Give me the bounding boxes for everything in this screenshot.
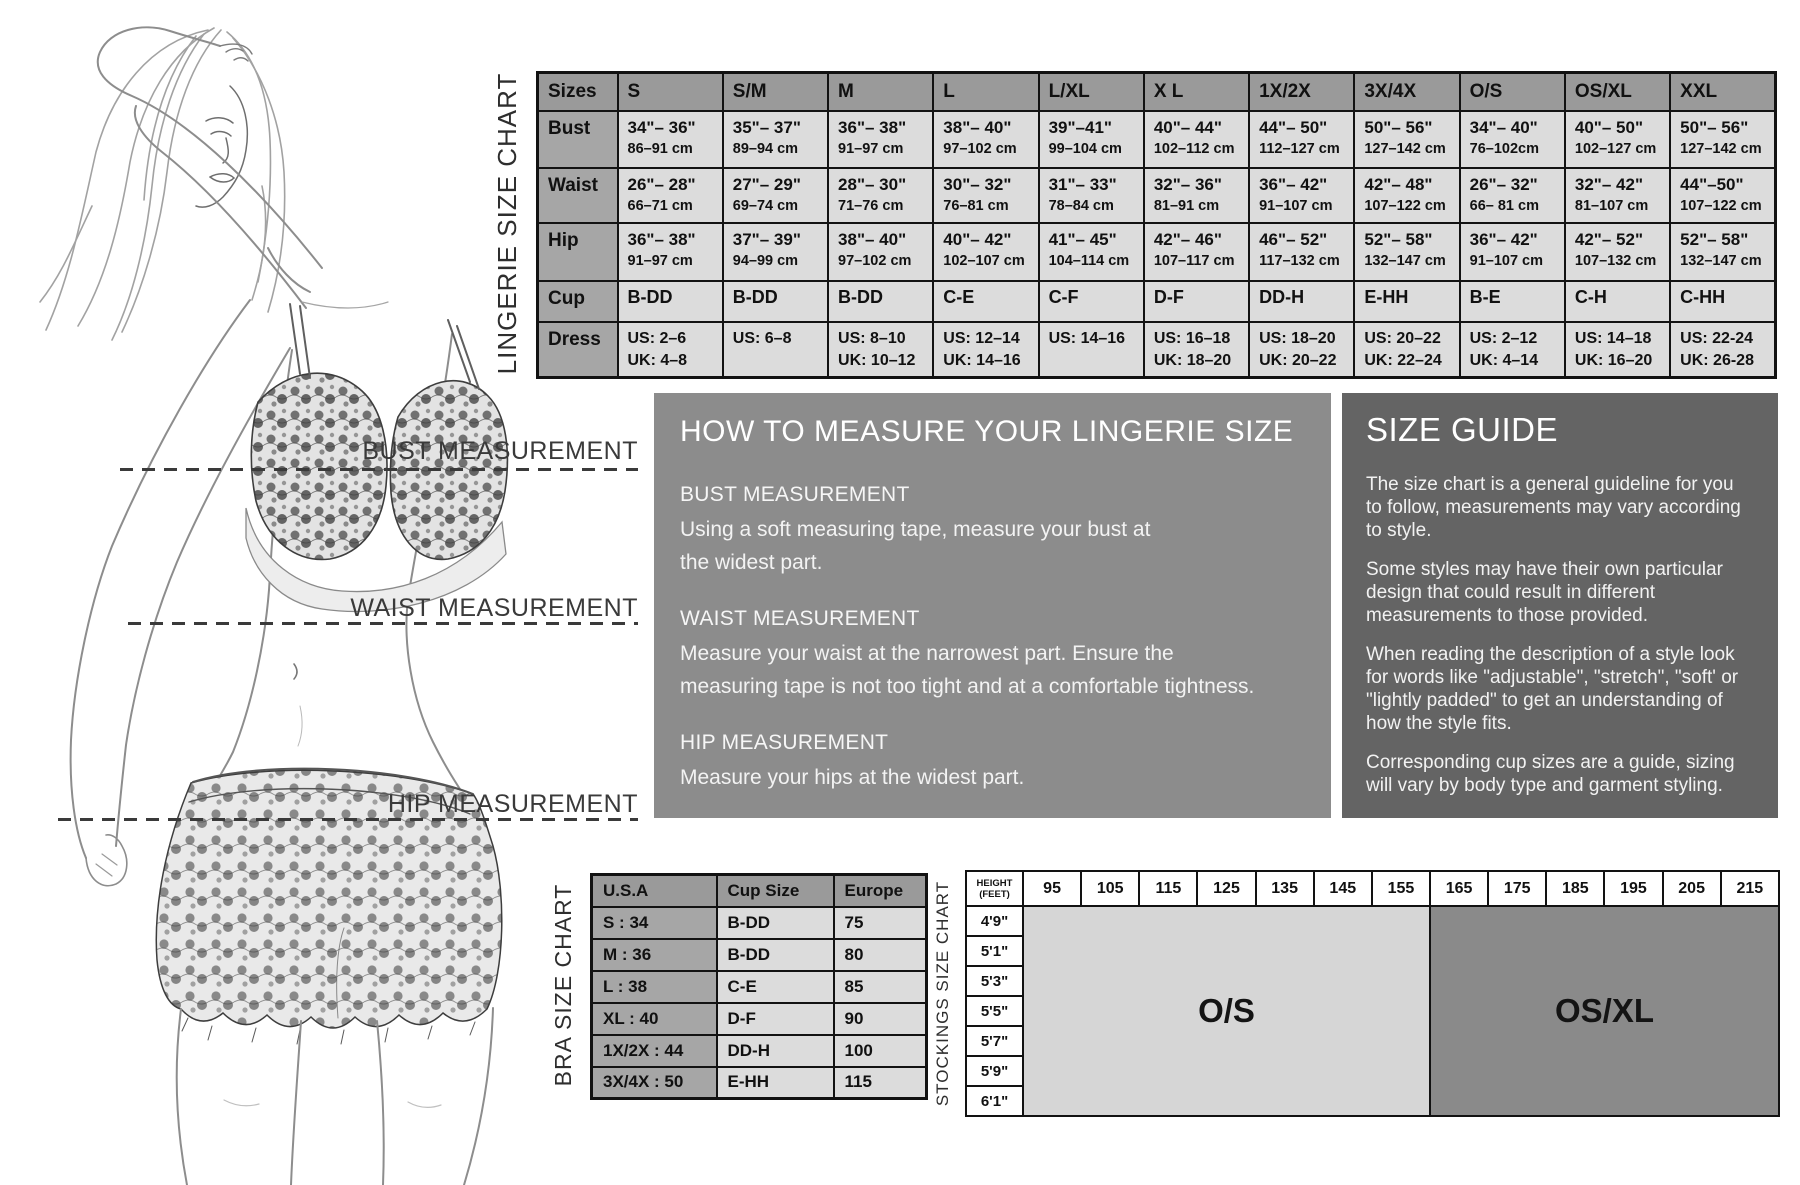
dress-cell: US: 16–18 UK: 18–20 (1144, 322, 1249, 378)
column-header: 3X/4X (1354, 73, 1459, 111)
stockings-chart-side-label: STOCKINGS SIZE CHART (933, 880, 952, 1107)
column-header: OS/XL (1565, 73, 1670, 111)
hip-cell: 36"– 38" 91–97 cm (618, 223, 723, 281)
measure-section-heading: WAIST MEASUREMENT (680, 607, 920, 630)
bra-usa-cell: L : 38 (592, 971, 717, 1003)
size-guide-paragraph: When reading the description of a style look for words like "adjustable", "stretch", "soft' or "lightly padded" to get an understanding of how the style fits. (1366, 644, 1739, 734)
bra-row (592, 971, 927, 1003)
waist-dashed-line (128, 622, 638, 625)
height-row-label: 5'9" (966, 1056, 1023, 1086)
size-guide-panel (1342, 393, 1778, 818)
hip-cell: 40"– 42" 102–107 cm (933, 223, 1038, 281)
dress-cell: US: 2–12 UK: 4–14 (1460, 322, 1565, 378)
waist-cell: 28"– 30" 71–76 cm (828, 168, 933, 223)
osxl-region-cell: OS/XL (1430, 906, 1779, 1116)
bust-cell: 50"– 56" 127–142 cm (1670, 111, 1775, 168)
measure-section-body: Using a soft measuring tape, measure your bust at the widest part. (680, 518, 1151, 574)
lingerie-chart-side-label: LINGERIE SIZE CHART (492, 72, 522, 375)
height-row-label: 5'3" (966, 966, 1023, 996)
size-guide-paragraph: Some styles may have their own particular design that could result in different measurements to those provided. (1366, 559, 1723, 626)
hip-measurement-label: HIP MEASUREMENT (387, 790, 638, 818)
row-label: Hip (538, 223, 618, 281)
hip-row (538, 223, 1776, 281)
bra-row (592, 1067, 927, 1099)
hip-cell: 46"– 52" 117–132 cm (1249, 223, 1354, 281)
measure-section-bust (680, 483, 1305, 579)
bra-chart-side-label: BRA SIZE CHART (550, 883, 576, 1087)
measure-section-body: Measure your waist at the narrowest part. Ensure the measuring tape is not too tight and at a comfortable tightness. (680, 642, 1255, 698)
bust-cell: 34"– 40" 76–102cm (1460, 111, 1565, 168)
bust-cell: 39"–41" 99–104 cm (1039, 111, 1144, 168)
dress-cell: US: 22-24 UK: 26-28 (1670, 322, 1775, 378)
weight-header-cell: 105 (1081, 871, 1139, 906)
column-header: XXL (1670, 73, 1775, 111)
bra-europe-cell: 75 (834, 907, 927, 939)
bra-row (592, 1035, 927, 1067)
hip-cell: 38"– 40" 97–102 cm (828, 223, 933, 281)
cup-cell: B-E (1460, 281, 1565, 322)
size-guide-paragraph: The size chart is a general guideline for you to follow, measurements may vary according to style. (1366, 474, 1741, 541)
bust-cell: 35"– 37" 89–94 cm (723, 111, 828, 168)
bra-row (592, 1003, 927, 1035)
waist-cell: 26"– 28" 66–71 cm (618, 168, 723, 223)
column-header: U.S.A (592, 875, 717, 907)
dress-cell: US: 20–22 UK: 22–24 (1354, 322, 1459, 378)
waist-row (538, 168, 1776, 223)
row-label: Cup (538, 281, 618, 322)
size-guide-title: SIZE GUIDE (1366, 411, 1559, 448)
hip-cell: 37"– 39" 94–99 cm (723, 223, 828, 281)
bra-europe-cell: 85 (834, 971, 927, 1003)
weight-header-cell: 215 (1721, 871, 1779, 906)
bra-europe-cell: 100 (834, 1035, 927, 1067)
bra-cup-cell: E-HH (717, 1067, 834, 1099)
hip-dashed-line (58, 818, 638, 821)
bra-europe-cell: 90 (834, 1003, 927, 1035)
bust-cell: 38"– 40" 97–102 cm (933, 111, 1038, 168)
cup-row (538, 281, 1776, 322)
bust-cell: 36"– 38" 91–97 cm (828, 111, 933, 168)
weight-header-cell: 135 (1256, 871, 1314, 906)
weight-header-cell: 195 (1604, 871, 1662, 906)
weight-header-cell: 205 (1663, 871, 1721, 906)
waist-cell: 42"– 48" 107–122 cm (1354, 168, 1459, 223)
bust-cell: 40"– 50" 102–127 cm (1565, 111, 1670, 168)
dress-cell: US: 14–18 UK: 16–20 (1565, 322, 1670, 378)
bra-usa-cell: M : 36 (592, 939, 717, 971)
column-header: L/XL (1039, 73, 1144, 111)
os-region-cell: O/S (1023, 906, 1430, 1116)
column-header: O/S (1460, 73, 1565, 111)
bra-cup-cell: DD-H (717, 1035, 834, 1067)
row-label: Bust (538, 111, 618, 168)
weight-header-cell: 155 (1372, 871, 1430, 906)
cup-cell: C-F (1039, 281, 1144, 322)
weight-header-cell: 175 (1488, 871, 1546, 906)
height-row-label: 5'7" (966, 1026, 1023, 1056)
weight-header-cell: 125 (1197, 871, 1255, 906)
weight-header-cell: 95 (1023, 871, 1081, 906)
waist-cell: 30"– 32" 76–81 cm (933, 168, 1038, 223)
cup-cell: C-H (1565, 281, 1670, 322)
column-header: S/M (723, 73, 828, 111)
size-guide-paragraph: Corresponding cup sizes are a guide, sizing will vary by body type and garment styling. (1366, 752, 1735, 796)
cup-cell: C-HH (1670, 281, 1775, 322)
height-row-label: 5'1" (966, 936, 1023, 966)
weight-header-cell: 145 (1314, 871, 1372, 906)
measure-section-hip (680, 731, 1305, 794)
column-header: M (828, 73, 933, 111)
cup-cell: DD-H (1249, 281, 1354, 322)
waist-cell: 32"– 42" 81–107 cm (1565, 168, 1670, 223)
legs-group (177, 1008, 493, 1185)
dress-row (538, 322, 1776, 378)
weight-header-cell: 185 (1546, 871, 1604, 906)
weight-header-cell: 165 (1430, 871, 1488, 906)
bra-usa-cell: 1X/2X : 44 (592, 1035, 717, 1067)
dress-cell: US: 14–16 (1039, 322, 1144, 378)
bra-usa-cell: XL : 40 (592, 1003, 717, 1035)
cup-cell: B-DD (828, 281, 933, 322)
bust-measurement-label: BUST MEASUREMENT (362, 437, 638, 465)
bra-europe-cell: 80 (834, 939, 927, 971)
hip-cell: 42"– 52" 107–132 cm (1565, 223, 1670, 281)
column-header: S (618, 73, 723, 111)
cup-cell: B-DD (723, 281, 828, 322)
cup-cell: B-DD (618, 281, 723, 322)
column-header: Europe (834, 875, 927, 907)
stockings-row (966, 906, 1779, 936)
measure-section-waist (680, 607, 1305, 703)
height-row-label: 5'5" (966, 996, 1023, 1026)
how-to-measure-panel (654, 393, 1331, 818)
waist-cell: 36"– 42" 91–107 cm (1249, 168, 1354, 223)
dress-cell: US: 8–10 UK: 10–12 (828, 322, 933, 378)
measure-title: HOW TO MEASURE YOUR LINGERIE SIZE (680, 415, 1294, 448)
column-header: Sizes (538, 73, 618, 111)
row-label: Dress (538, 322, 618, 378)
bra-usa-cell: 3X/4X : 50 (592, 1067, 717, 1099)
waist-cell: 27"– 29" 69–74 cm (723, 168, 828, 223)
row-label: Waist (538, 168, 618, 223)
bra-cup-cell: C-E (717, 971, 834, 1003)
lingerie-size-table (536, 71, 1777, 379)
bra-row (592, 939, 927, 971)
bust-cell: 44"– 50" 112–127 cm (1249, 111, 1354, 168)
bust-row (538, 111, 1776, 168)
cup-cell: E-HH (1354, 281, 1459, 322)
bra-usa-cell: S : 34 (592, 907, 717, 939)
bra-row (592, 907, 927, 939)
dress-cell: US: 2–6 UK: 4–8 (618, 322, 723, 378)
measure-section-heading: HIP MEASUREMENT (680, 731, 889, 754)
lingerie-header-row (538, 73, 1776, 111)
cup-cell: D-F (1144, 281, 1249, 322)
column-header: L (933, 73, 1038, 111)
stockings-header-row (966, 871, 1779, 906)
hip-cell: 52"– 58" 132–147 cm (1354, 223, 1459, 281)
waist-measurement-label: WAIST MEASUREMENT (350, 594, 638, 622)
measure-section-heading: BUST MEASUREMENT (680, 483, 910, 506)
bra-cup-cell: B-DD (717, 907, 834, 939)
hip-cell: 52"– 58" 132–147 cm (1670, 223, 1775, 281)
bra-cup-cell: B-DD (717, 939, 834, 971)
bra-size-table (590, 873, 928, 1100)
height-row-label: 4'9" (966, 906, 1023, 936)
waist-cell: 31"– 33" 78–84 cm (1039, 168, 1144, 223)
waist-cell: 26"– 32" 66– 81 cm (1460, 168, 1565, 223)
bust-cell: 34"– 36" 86–91 cm (618, 111, 723, 168)
stockings-size-table (965, 870, 1780, 1117)
measure-section-body: Measure your hips at the widest part. (680, 766, 1025, 789)
bust-dashed-line (120, 468, 638, 471)
column-header: Cup Size (717, 875, 834, 907)
dress-cell: US: 12–14 UK: 14–16 (933, 322, 1038, 378)
height-row-label: 6'1" (966, 1086, 1023, 1116)
waist-cell: 44"–50" 107–122 cm (1670, 168, 1775, 223)
column-header: 1X/2X (1249, 73, 1354, 111)
dress-cell: US: 6–8 (723, 322, 828, 378)
cup-cell: C-E (933, 281, 1038, 322)
bra-europe-cell: 115 (834, 1067, 927, 1099)
bra-cup-cell: D-F (717, 1003, 834, 1035)
waist-cell: 32"– 36" 81–91 cm (1144, 168, 1249, 223)
column-header: X L (1144, 73, 1249, 111)
bust-cell: 50"– 56" 127–142 cm (1354, 111, 1459, 168)
height-header-cell: HEIGHT (FEET) (966, 871, 1023, 906)
hip-cell: 36"– 42" 91–107 cm (1460, 223, 1565, 281)
dress-cell: US: 18–20 UK: 20–22 (1249, 322, 1354, 378)
hip-cell: 42"– 46" 107–117 cm (1144, 223, 1249, 281)
hip-cell: 41"– 45" 104–114 cm (1039, 223, 1144, 281)
bust-cell: 40"– 44" 102–112 cm (1144, 111, 1249, 168)
weight-header-cell: 115 (1139, 871, 1197, 906)
bra-header-row (592, 875, 927, 907)
